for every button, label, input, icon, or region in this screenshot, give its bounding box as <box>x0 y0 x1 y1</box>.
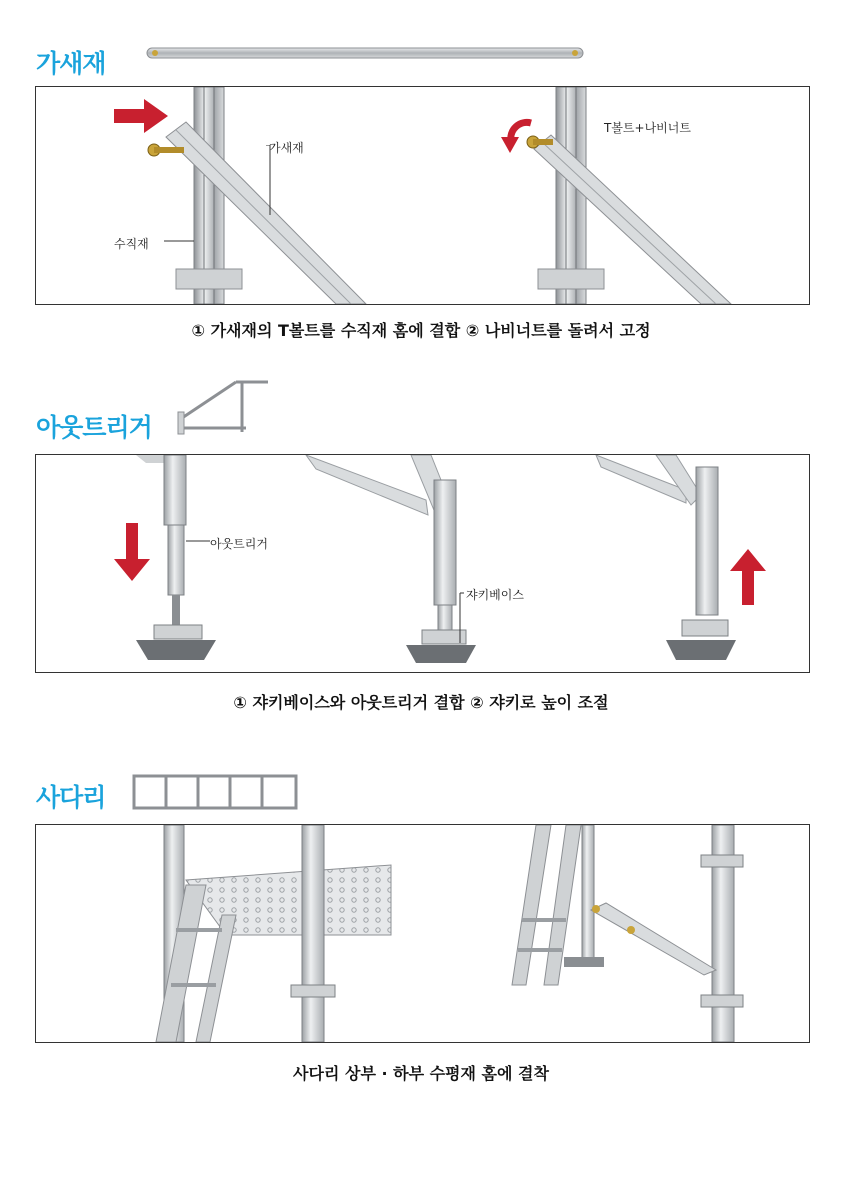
section-title-brace: 가새재 <box>36 49 106 78</box>
down-arrow-icon <box>114 523 150 583</box>
label-jackbase: 쟈키베이스 <box>466 588 524 602</box>
up-arrow-icon <box>730 549 766 605</box>
label-vertical: 수직재 <box>114 237 149 251</box>
brace-bar-illustration <box>145 46 585 60</box>
ladder-illustration-frame <box>35 824 810 1043</box>
rotate-arrow-icon <box>501 115 543 155</box>
caption-brace: ① 가새재의 T볼트를 수직재 홈에 결합 ② 나비너트를 돌려서 고정 <box>191 321 651 340</box>
ladder-illustration <box>132 774 298 810</box>
label-brace: 가새재 <box>269 141 304 155</box>
section-title-ladder: 사다리 <box>36 783 106 812</box>
caption-outrigger: ① 쟈키베이스와 아웃트리거 결합 ② 쟈키로 높이 조절 <box>233 693 609 712</box>
label-bolt: T볼트+나비너트 <box>604 121 691 135</box>
outrigger-illustration-frame <box>35 454 810 673</box>
right-arrow-icon <box>114 97 170 135</box>
caption-ladder: 사다리 상부 · 하부 수평재 홈에 결착 <box>293 1064 549 1083</box>
brace-illustration-frame <box>35 86 810 305</box>
label-outrigger: 아웃트리거 <box>210 537 268 551</box>
outrigger-illustration <box>176 376 272 438</box>
section-title-outrigger: 아웃트리거 <box>36 413 152 442</box>
